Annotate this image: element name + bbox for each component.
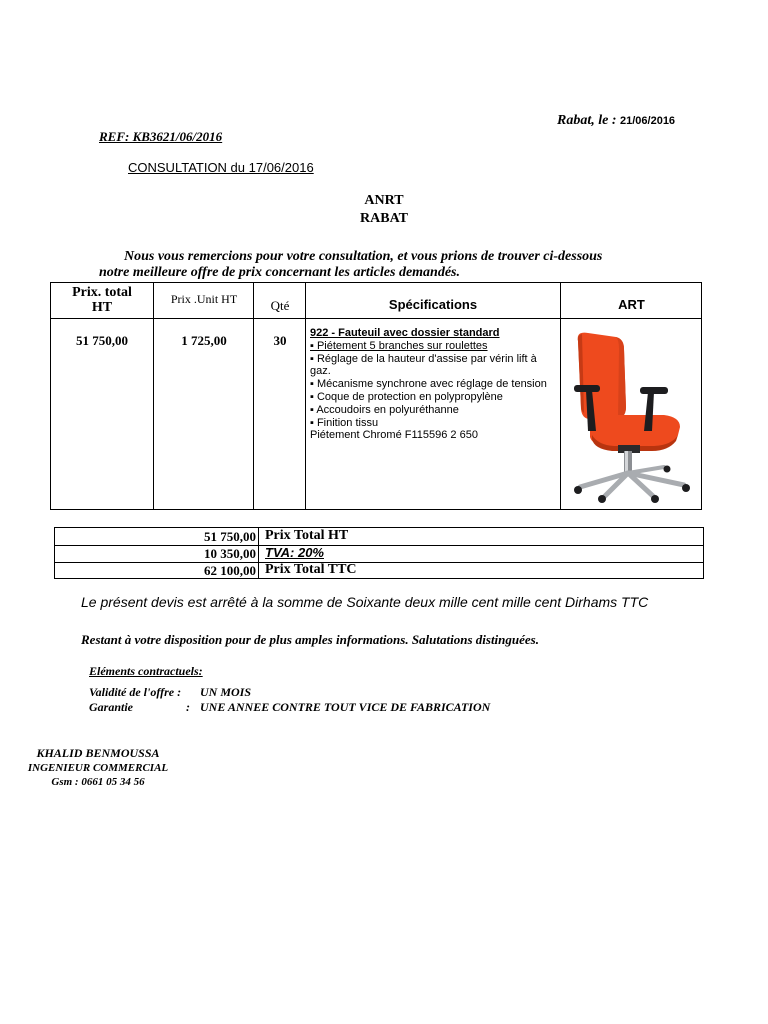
spec-line: ▪ Coque de protection en polypropylène	[310, 390, 503, 403]
total-ht-label: Prix Total HT	[265, 528, 349, 543]
intro-line-1: Nous vous remercions pour votre consultation, et vous prions de trouver ci-dessous	[124, 249, 603, 264]
reference-number: REF: KB3621/06/2016	[99, 129, 223, 144]
totals-row-ht	[55, 528, 703, 545]
specifications-list	[310, 327, 554, 442]
totals-table	[54, 527, 704, 579]
row-quantity: 30	[273, 333, 287, 348]
header-total-price	[51, 285, 153, 315]
spec-title: 922 - Fauteuil avec dossier standard	[310, 327, 500, 339]
table-header-divider	[51, 318, 701, 319]
table-divider	[305, 283, 306, 509]
total-ttc-value: 62 100,00	[204, 563, 256, 578]
header-unit-price: Prix .Unit HT	[170, 292, 238, 306]
spec-line: ▪ Finition tissu	[310, 416, 379, 429]
spec-line: Piétement Chromé F115596 2 650	[310, 429, 478, 442]
office-chair-image	[564, 327, 696, 503]
totals-row-tva	[55, 545, 703, 562]
row-unit-price: 1 725,00	[181, 333, 227, 348]
recipient-name: ANRT	[364, 193, 404, 208]
intro-line-2: notre meilleure offre de prix concernant les articles demandés.	[99, 265, 460, 280]
spec-line: ▪ Mécanisme synchrone avec réglage de tension	[310, 378, 547, 391]
date-prefix: Rabat, le :	[557, 113, 617, 128]
closing-salutation: Restant à votre disposition pour de plus amples informations. Salutations distinguées.	[81, 632, 539, 647]
validity-label: Validité de l'offre :	[89, 685, 182, 699]
spec-line: ▪ Accoudoirs en polyuréthanne	[310, 403, 459, 416]
table-divider	[253, 283, 254, 509]
header-specifications: Spécifications	[388, 297, 478, 312]
header-total-line2: HT	[91, 300, 113, 315]
signatory-phone: Gsm : 0661 05 34 56	[51, 776, 145, 788]
signatory-name: KHALID BENMOUSSA	[36, 746, 160, 760]
header-art: ART	[618, 297, 645, 312]
spec-line: ▪ Piétement 5 branches sur roulettes	[310, 339, 488, 352]
tva-label: TVA: 20%	[265, 545, 324, 560]
warranty-label: Garantie	[89, 700, 134, 714]
offer-table	[50, 282, 702, 510]
header-total-line1: Prix. total	[72, 285, 132, 300]
date-value: 21/06/2016	[620, 115, 676, 127]
amount-in-words: Le présent devis est arrêté à la somme de Soixante deux mille cent mille cent Dirhams TTC	[81, 594, 649, 610]
warranty-colon: :	[186, 700, 190, 714]
table-divider	[153, 283, 154, 509]
total-ht-value: 51 750,00	[204, 529, 256, 544]
signatory-title: INGENIEUR COMMERCIAL	[27, 762, 169, 774]
header-quantity: Qté	[270, 298, 290, 313]
total-ttc-label: Prix Total TTC	[265, 562, 357, 577]
row-total-price: 51 750,00	[76, 333, 128, 348]
table-divider	[560, 283, 561, 509]
warranty-value: UNE ANNEE CONTRE TOUT VICE DE FABRICATION	[200, 700, 491, 714]
validity-value: UN MOIS	[200, 685, 252, 699]
contract-elements-title: Eléments contractuels:	[89, 664, 203, 678]
date-line	[557, 113, 675, 129]
recipient-city: RABAT	[360, 211, 408, 226]
tva-value: 10 350,00	[204, 546, 256, 561]
totals-row-ttc	[55, 562, 703, 579]
consultation-date: CONSULTATION du 17/06/2016	[128, 160, 314, 175]
spec-line: ▪ Réglage de la hauteur d'assise par vérin lift à gaz.	[310, 352, 537, 378]
